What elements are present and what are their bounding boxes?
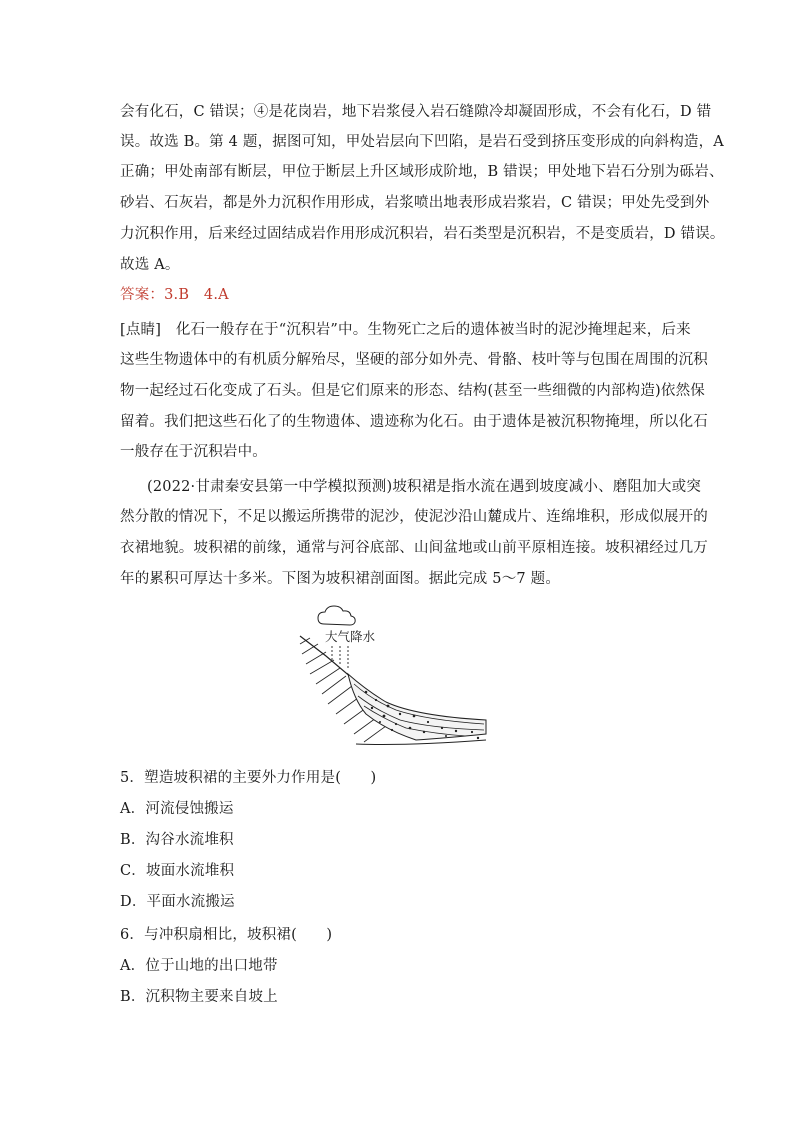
question-5-stem: 5．塑造坡积裙的主要外力作用是( ) [120,770,377,786]
precipitation-label: 大气降水 [325,629,376,644]
answer-line: 答案：3.B 4.A [120,287,229,303]
tip-line-3: 物一起经过石化变成了石头。但是它们原来的形态、结构(甚至一些细微的内部构造)依然保 [120,383,706,399]
question-5-option-d: D．平面水流搬运 [120,894,235,910]
question-5-option-c: C．坡面水流堆积 [120,863,235,879]
explanation-line-1: 会有化石，C 错误；④是花岗岩，地下岩浆侵入岩石缝隙冷却凝固形成，不会有化石，D 错 [120,104,712,120]
stem-line-2: 然分散的情况下，不足以搬运所携带的泥沙，使泥沙沿山麓成片、连绵堆积，形成似展开的 [120,509,708,525]
tip-line-4: 留着。我们把这些石化了的生物遗体、遗迹称为化石。由于遗体是被沉积物掩埋，所以化石 [120,414,708,430]
explanation-line-4: 砂岩、石灰岩，都是外力沉积作用形成，岩浆喷出地表形成岩浆岩，C 错误；甲处先受到外 [120,195,710,211]
stem-line-4: 年的累积可厚达十多米。下图为坡积裙剖面图。据此完成 5～7 题。 [120,571,561,587]
question-5-option-a: A．河流侵蚀搬运 [120,801,234,817]
question-6-option-a: A．位于山地的出口地带 [120,958,278,974]
stem-line-1: (2022·甘肃秦安县第一中学模拟预测)坡积裙是指水流在遇到坡度减小、磨阻加大或突 [147,479,702,495]
tip-line-2: 这些生物遗体中的有机质分解殆尽，坚硬的部分如外壳、骨骼、枝叶等与包围在周围的沉积 [120,352,708,368]
question-6-stem: 6．与冲积扇相比，坡积裙( ) [120,927,333,943]
colluvial-apron-profile-figure [296,604,492,754]
question-5-option-b: B．沟谷水流堆积 [120,832,234,848]
cloud-icon [318,606,355,625]
profile-diagram [296,604,492,754]
explanation-line-5: 力沉积作用，后来经过固结成岩作用形成沉积岩，岩石类型是沉积岩，不是变质岩，D 错误。 [120,226,725,242]
question-6-option-b: B．沉积物主要来自坡上 [120,989,278,1005]
stem-line-3: 衣裙地貌。坡积裙的前缘，通常与河谷底部、山间盆地或山前平原相连接。坡积裙经过几万 [120,540,708,556]
tip-line-5: 一般存在于沉积岩中。 [120,444,267,460]
explanation-line-2: 误。故选 B。第 4 题，据图可知，甲处岩层向下凹陷，是岩石受到挤压变形成的向斜构造，A [120,134,724,150]
tip-line-1: [点睛] 化石一般存在于“沉积岩”中。生物死亡之后的遗体被当时的泥沙掩埋起来，后来 [120,322,691,338]
explanation-line-6: 故选 A。 [120,257,180,273]
explanation-line-3: 正确；甲处南部有断层，甲位于断层上升区域形成阶地，B 错误；甲处地下岩石分别为砾岩、 [120,164,724,180]
